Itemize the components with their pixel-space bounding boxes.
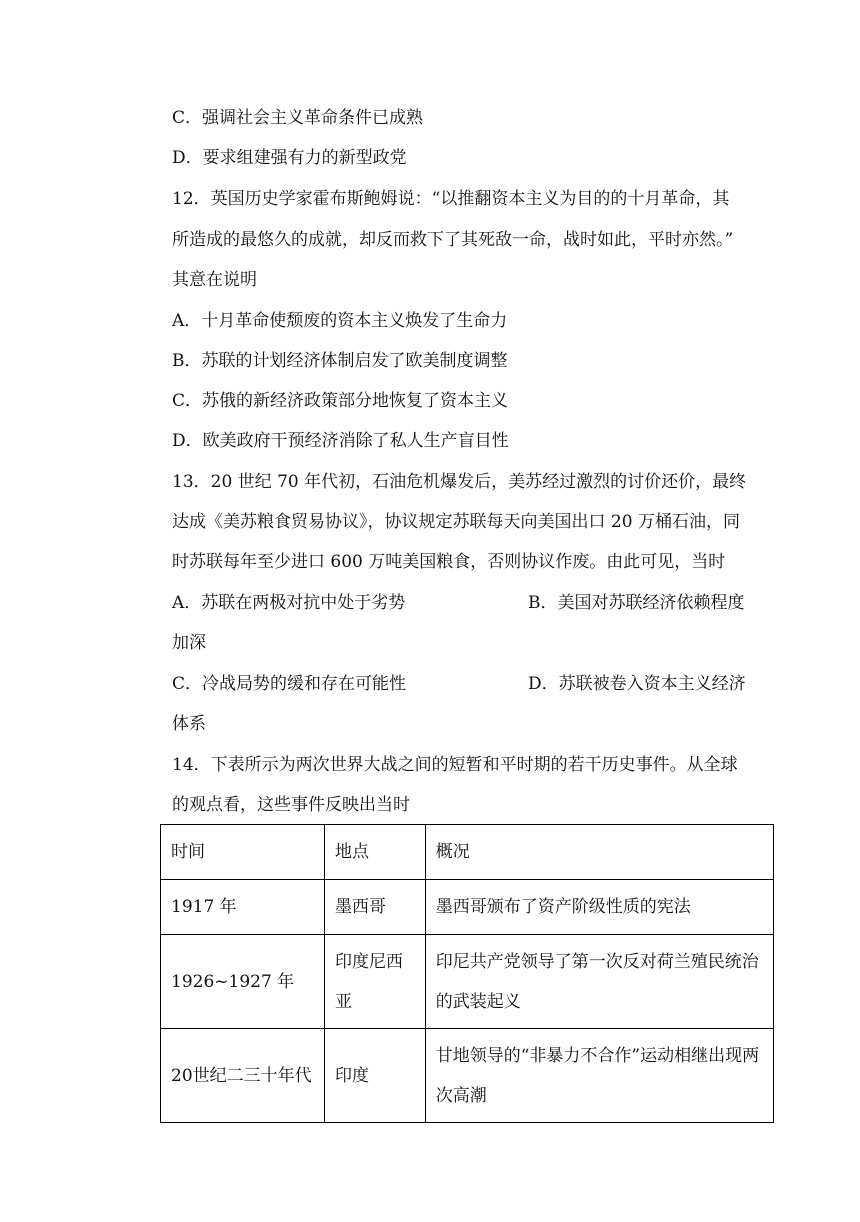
option-11-c: C．强调社会主义革命条件已成熟 <box>172 108 424 128</box>
option-12-d: D．欧美政府干预经济消除了私人生产盲目性 <box>172 431 509 451</box>
cell-time: 20世纪二三十年代 <box>161 1029 325 1123</box>
table-row <box>161 1029 774 1123</box>
header-place: 地点 <box>325 825 426 880</box>
cell-summary: 甘地领导的“非暴力不合作”运动相继出现两次高潮 <box>425 1029 773 1123</box>
option-13-b-continued: 加深 <box>172 633 206 653</box>
cell-summary: 墨西哥颁布了资产阶级性质的宪法 <box>425 880 773 935</box>
cell-place: 印度尼西亚 <box>325 935 426 1029</box>
option-13-c: C．冷战局势的缓和存在可能性 <box>172 674 407 694</box>
question-13-line-1: 13．20 世纪 70 年代初，石油危机爆发后，美苏经过激烈的讨价还价，最终 <box>172 472 747 492</box>
cell-summary: 印尼共产党领导了第一次反对荷兰殖民统治的武装起义 <box>425 935 773 1029</box>
question-13-line-2: 达成《美苏粮食贸易协议》，协议规定苏联每天向美国出口 20 万桶石油，同 <box>172 512 740 532</box>
cell-place: 墨西哥 <box>325 880 426 935</box>
events-table <box>160 824 774 1123</box>
cell-time: 1926~1927 年 <box>161 935 325 1029</box>
option-12-a: A．十月革命使颓废的资本主义焕发了生命力 <box>172 311 508 331</box>
option-12-b: B．苏联的计划经济体制启发了欧美制度调整 <box>172 351 508 371</box>
option-13-d-continued: 体系 <box>172 714 206 734</box>
table-header-row <box>161 825 774 880</box>
question-13-line-3: 时苏联每年至少进口 600 万吨美国粮食，否则协议作废。由此可见，当时 <box>172 552 726 572</box>
table-row <box>161 880 774 935</box>
cell-place: 印度 <box>325 1029 426 1123</box>
option-13-d: D．苏联被卷入资本主义经济 <box>528 674 746 694</box>
question-14-line-1: 14．下表所示为两次世界大战之间的短暂和平时期的若干历史事件。从全球 <box>172 755 738 775</box>
question-12-line-3: 其意在说明 <box>172 270 257 290</box>
option-13-a: A．苏联在两极对抗中处于劣势 <box>172 593 406 613</box>
header-summary: 概况 <box>425 825 773 880</box>
header-time: 时间 <box>161 825 325 880</box>
option-13-b: B．美国对苏联经济依赖程度 <box>528 593 745 613</box>
cell-time: 1917 年 <box>161 880 325 935</box>
option-12-c: C．苏俄的新经济政策部分地恢复了资本主义 <box>172 391 509 411</box>
table-row <box>161 935 774 1029</box>
question-12-line-1: 12．英国历史学家霍布斯鲍姆说：“以推翻资本主义为目的的十月革命，其 <box>172 189 730 209</box>
option-11-d: D．要求组建强有力的新型政党 <box>172 148 407 168</box>
question-12-line-2: 所造成的最悠久的成就，却反而救下了其死敌一命，战时如此，平时亦然。” <box>172 230 734 250</box>
question-14-line-2: 的观点看，这些事件反映出当时 <box>172 795 410 815</box>
